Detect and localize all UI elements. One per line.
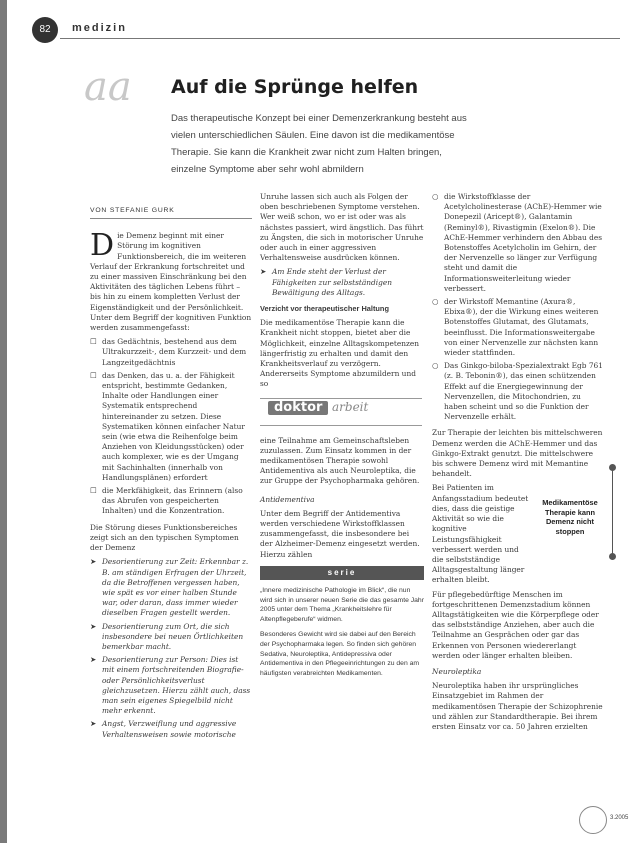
list-item: ○ Das Ginkgo-biloba-Spezialextrakt Egb 761 (z. B. Tebonin®), das einen schützenden Effekt auf die Energiegewinnung der Nervenzellen, die Mitochondrien, zu haben scheint und so die Funktion der Nervenzelle erhält. (432, 361, 603, 422)
page-number: 82 (32, 17, 58, 43)
section-label: medizin (72, 22, 127, 34)
circle-bullet-icon: ○ (432, 361, 439, 371)
paragraph: Zur Therapie der leichten bis mittelschweren Demenz werden die AChE-Hemmer und das Ginkgo-Extrakt genutzt. Die mittelschwere bis schwere Demenz wird mit Memantine behandelt. (432, 428, 603, 479)
pullquote: Medikamentöse Therapie kann Demenz nicht stoppen (542, 498, 598, 536)
banner-arbeit: arbeit (332, 399, 369, 414)
paragraph: Unter dem Begriff der Antidementiva werden verschiedene Wirkstoffklassen zusammengefasst, die insbesondere bei der Alzheimer-Demenz eingesetzt werden. Hierzu zählen (260, 508, 420, 559)
checkbox-icon: ☐ (90, 486, 97, 496)
column-1 (90, 206, 252, 743)
doktorarbeit-banner (260, 398, 422, 426)
pullquote-dot (609, 553, 616, 560)
arrow-item: ➤ Desorientierung zum Ort, die sich insbesondere bei neuen Örtlichkeiten bemerkbar macht. (90, 621, 244, 651)
byline: VON STEFANIE GURK (90, 206, 252, 219)
subheading: Verzicht vor therapeutischer Haltung (260, 304, 389, 314)
list-item: ☐ die Merkfähigkeit, das Erinnern (also das Abrufen von gespeicherten Inhalten) und die Konzentration. (90, 486, 243, 516)
list-item: ○ die Wirkstoffklasse der Acetylcholinesterase (AChE)-Hemmer wie Donepezil (Aricept®), Galantamin (Reminyl®), Rivastigmin (Exelon®). Die AChE-Hemmer verhindern den Abbau des Botenstoffes Acetylcholin im Gehirn, der der Nervenzelle so länger zur Verfügung steht und damit die Informationsweiterleitung wieder verbessert. (432, 192, 603, 293)
header-rule (60, 38, 620, 39)
circle-bullet-icon: ○ (432, 192, 439, 201)
checkbox-icon: ☐ (90, 370, 97, 380)
column-2 (260, 192, 424, 684)
list-item: ☐ das Denken, das u. a. der Fähigkeit entspricht, bestimmte Gedanken, Inhalte oder Handlungen einer Systematik entsprechend hintereinander zu setzen. Diese Systematiken können einfacher Natur sein (wie etwa die Reihenfolge beim Anziehen von Kleidungsstücken) oder auch komplexer, wie es der Umgang mit Sachinhalten (innerhalb von Handlungsplänen) erfordert (90, 370, 245, 482)
subheading: Neuroleptika (432, 666, 482, 676)
pullquote-line (612, 468, 613, 556)
paragraph: Neuroleptika haben ihr ursprüngliches Einsatzgebiet im Rahmen der medikamentösen Therapie der Schizophrenie und zählen zur Standardtherapie. Bei ihrem ersten Einsatz vor ca. 50 Jahren erzielten (432, 681, 603, 731)
arrow-icon: ➤ (90, 719, 97, 729)
arrow-item: ➤ Desorientierung zur Zeit: Erkennbar z. B. am ständigen Erfragen der Uhrzeit, da die Betroffenen vergessen haben, wie spät es vor einer halben Stunde war, oder daran, dass immer wieder dieselben Fragen gestellt werden. (90, 557, 249, 618)
publisher-logo (579, 806, 607, 834)
arrow-icon: ➤ (90, 557, 97, 567)
decorative-letters: aa (84, 64, 132, 110)
banner-doktor: doktor (268, 401, 328, 415)
column-3 (432, 192, 604, 736)
drop-cap: D (90, 228, 115, 264)
paragraph: Die medikamentöse Therapie kann die Krankheit nicht stoppen, bietet aber die Möglichkeit, einzelne Alltagskompetenzen längerfristig zu erhalten und damit den Krankheitsverlauf zu verzögern. Andererseits Symptome abzumildern und so (260, 318, 420, 389)
list-item: ○ der Wirkstoff Memantine (Axura®, Ebixa®), der die Wirkung eines weiteren Botenstoffes Glutamat, des Glutamats, beeinflusst. Die Informationsweitergabe von einer Nervenzelle zur nächsten kann wieder stattfinden. (432, 297, 599, 358)
arrow-icon: ➤ (90, 655, 97, 665)
paragraph: Bei Patienten im Anfangsstadium bedeutet dies, dass die geistige Aktivität so wie die kognitive Leistungsfähigkeit verbessert werden und die selbstständige Alltagsgestaltung länger erhalten bleibt. (432, 483, 529, 585)
arrow-item: ➤ Am Ende steht der Verlust der Fähigkeiten zur selbstständigen Bewältigung des Alltags. (260, 267, 393, 297)
serie-paragraph: Besonderes Gewicht wird sie dabei auf den Bereich der Psychopharmaka legen. So finden sich gehören Sedativa, Neuroleptika, Antidepressiva oder Antidementiva in den Pflegeeinrichtungen zu den am häufigsten verabreichten Medikamenten. (260, 631, 420, 677)
list-item: ☐ das Gedächtnis, bestehend aus dem Ultrakurzzeit-, dem Kurzzeit- und dem Langzeitgedächtnis (90, 337, 247, 367)
paragraph: eine Teilnahme am Gemeinschaftsleben zuzulassen. Zum Einsatz kommen in der medikamentösen Therapie sowohl Antidementiva als auch Neuroleptika, die zur Gruppe der Psychopharmaka gehören. (260, 435, 420, 486)
scan-edge (0, 0, 7, 843)
arrow-item: ➤ Angst, Verzweiflung und aggressive Verhaltensweisen sowie motorische (90, 719, 237, 739)
article-lead: Das therapeutische Konzept bei einer Demenzerkrankung besteht aus vielen unterschiedlichen Säulen. Eine davon ist die medikamentöse Therapie. Sie kann die Krankheit zwar nicht zum Halten bringen, einzelne Symptome aber sehr wohl abmildern (171, 113, 467, 175)
paragraph: Für pflegebedürftige Menschen im fortgeschrittenen Demenzstadium können Alltagstätigkeiten wie die Körperpflege oder das selbstständige Anziehen, aber auch die Teilnahme an Gesprächen oder gar das Erkennen von Personen wiedererlangt werden oder länger erhalten bleiben. (432, 589, 599, 660)
paragraph: Die Störung dieses Funktionsbereiches zeigt sich an den typischen Symptomen der Demenz (90, 522, 239, 553)
subheading: Antidementiva (260, 494, 315, 504)
arrow-icon: ➤ (90, 621, 97, 631)
arrow-item: ➤ Desorientierung zur Person: Dies ist mit einem fortschreitenden Biografie- oder Persönlichkeitsverlust gleichzusetzen. Hierzu zählt auch, dass man sein eigenes Spiegelbild nicht mehr erkennt. (90, 655, 251, 716)
intro-paragraph: Die Demenz beginnt mit einer Störung im kognitiven Funktionsbereich, die im weiteren Verlauf der Erkrankung fortschreitet und zu einer massiven Einschränkung bei den Aktivitäten des täglichen Lebens führt – bis hin zu einem kompletten Verlust der Eigenständigkeit und der Persönlichkeit. Unter dem Begriff der kognitiven Funktion werden zusammengefasst: (90, 228, 252, 333)
article-title: Auf die Sprünge helfen (171, 76, 419, 98)
circle-bullet-icon: ○ (432, 297, 439, 307)
arrow-icon: ➤ (260, 267, 267, 277)
paragraph: Unruhe lassen sich auch als Folgen der oben beschriebenen Symptome verstehen. Wer weiß schon, wo er ist oder was als nächstes passiert, wird ängstlich. Das führt zu Ängsten, die sich in motorischer Unruhe oder auch in einer aggressiven Verhaltensweise ausdrücken können. (260, 192, 424, 263)
serie-paragraph: „Innere medizinische Pathologie im Blick“, die nun wird sich in unserer neuen Serie die das gesamte Jahr 2005 unter dem Thema „Krankheitslehre für Altenpflegeberufe“ widmen. (260, 587, 424, 623)
issue-label: 3.2005 (610, 815, 629, 821)
serie-box (260, 566, 424, 679)
checkbox-icon: ☐ (90, 337, 97, 347)
serie-label: serie (260, 566, 424, 580)
